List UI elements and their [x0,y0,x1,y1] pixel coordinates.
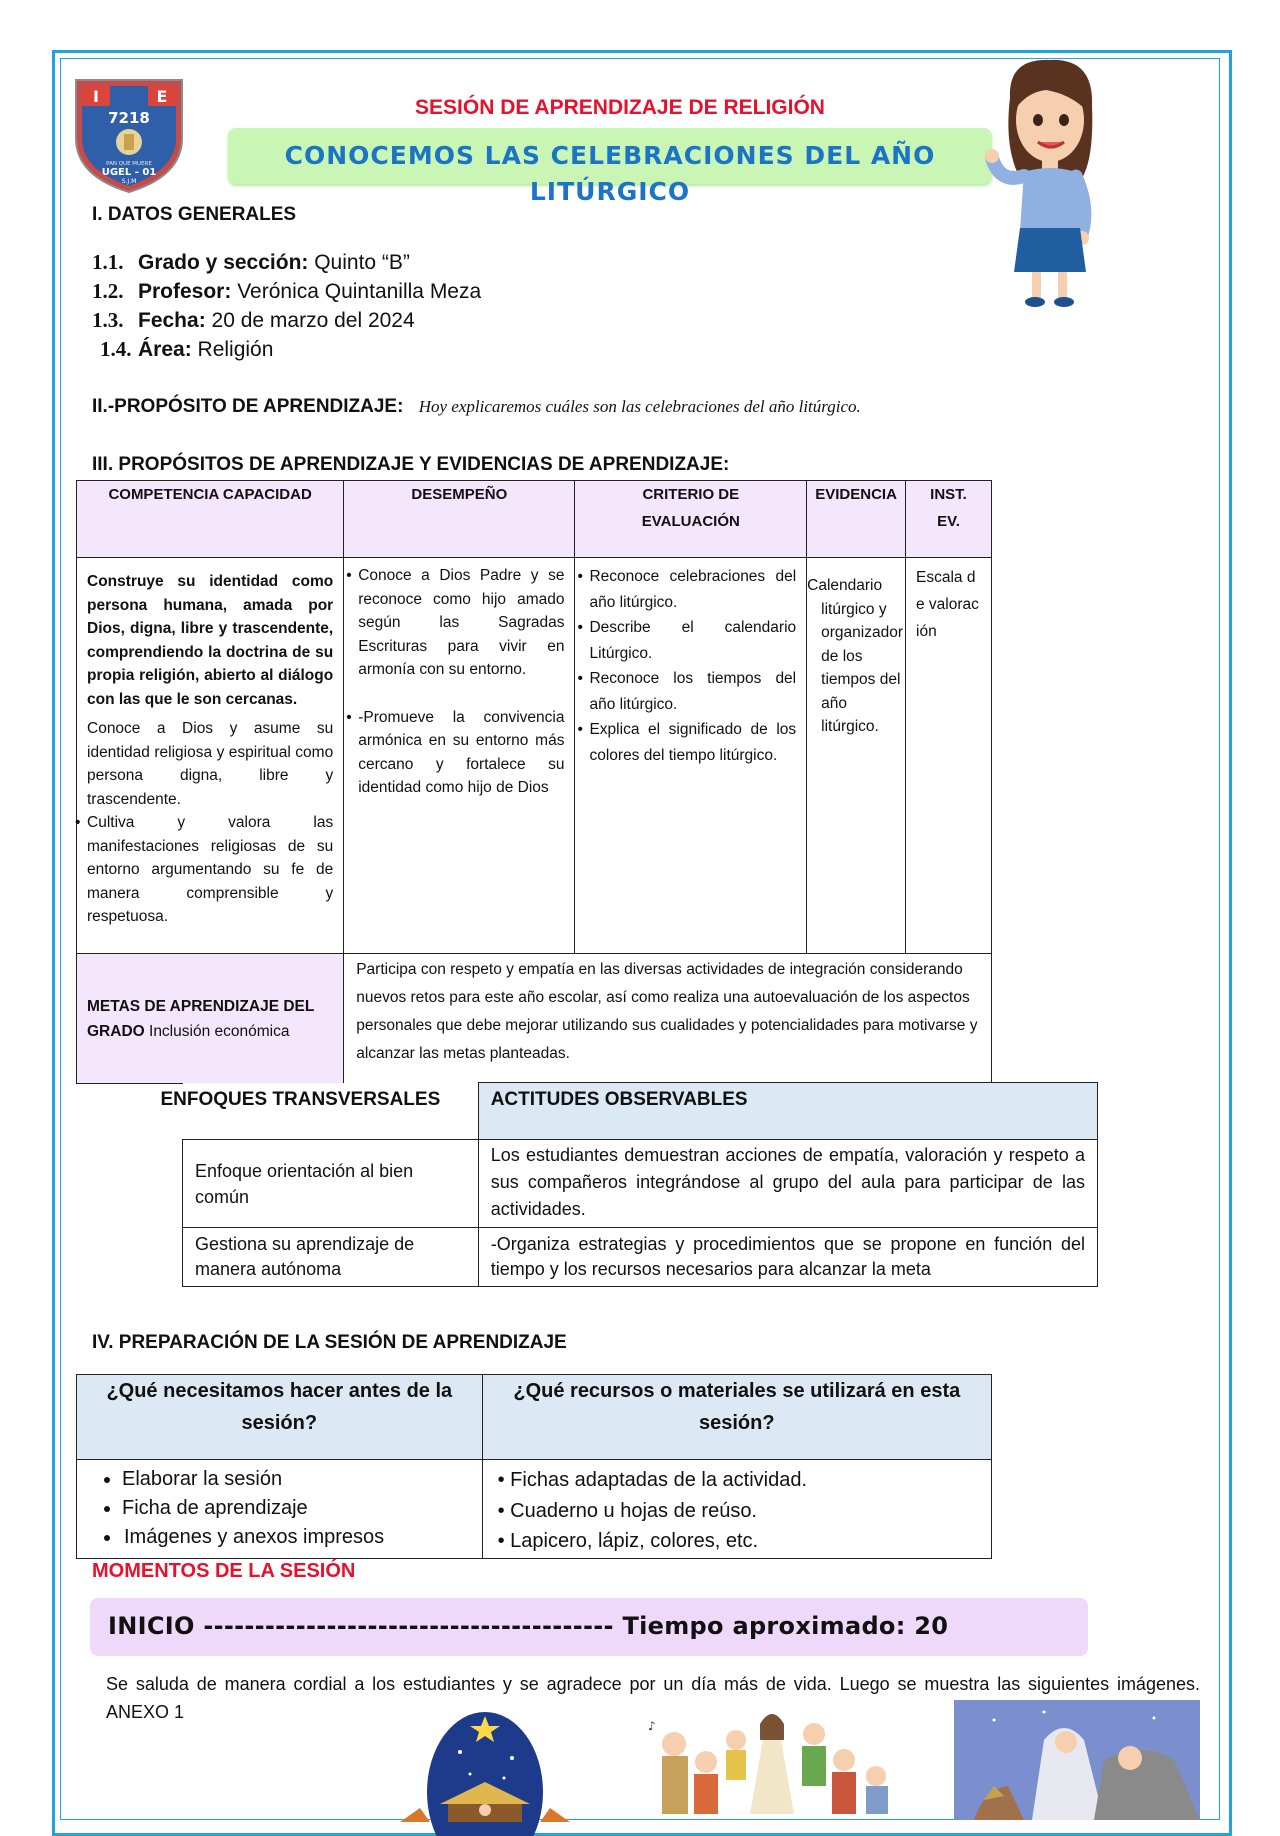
enfoque-actitud: -Organiza estrategias y procedimientos que se propone en función del tiempo y los recursos necesarios para alcanzar la meta [478,1228,1097,1287]
grade-row: 1.1. Grado y sección: Quinto “B” [92,250,410,274]
purpose-row [92,396,861,418]
evidence-heading: III. PROPÓSITOS DE APRENDIZAJE Y EVIDENCIAS DE APRENDIZAJE: [92,454,730,475]
desempeno-item: • -Promueve la convivencia armónica en su entorno más cercano y fortalece su identidad como hijo de Dios [346,706,564,800]
teacher-illustration [990,58,1106,318]
before-cell [77,1460,483,1559]
desempeno-item: • Conoce a Dios Padre y se reconoce como hijo amado según las Sagradas Escrituras para vivir en armonía con su entorno. [346,564,564,682]
inicio-bar [90,1598,1088,1656]
metas-text: Participa con respeto y empatía en las diversas actividades de integración considerando nuevos retos para este año escolar, así como realiza una autoevaluación de los aspectos personales que debe mejorar utilizando sus cualidades y potencialidades para motivarse y alcanzar las metas planteadas. [356,961,978,1062]
preparation-heading: IV. PREPARACIÓN DE LA SESIÓN DE APRENDIZAJE [92,1332,567,1353]
enfoques-col: ENFOQUES TRANSVERSALES [183,1083,479,1140]
svg-text:♪: ♪ [648,1719,656,1733]
enfoque-name: Gestiona su aprendizaje de manera autónoma [183,1228,479,1287]
metas-label-cell [77,954,344,1084]
col-evidencia: EVIDENCIA [807,481,906,558]
material-item: • Lapicero, lápiz, colores, etc. [497,1530,759,1552]
desempeno-cell [344,558,575,954]
criterio-item: • Describe el calendario Litúrgico. [577,615,796,666]
preparation-table [76,1374,992,1559]
session-title: SESIÓN DE APRENDIZAJE DE RELIGIÓN [415,96,825,119]
competencia-bold: Construye su identidad como persona humana, amada por Dios, digna, libre y trascendente, comprendiendo la doctrina de su propia religión, abierto al diálogo con las que le son cercanas. [87,573,334,708]
evidence-table-row [77,558,992,954]
before-item: • Elaborar la sesión [122,1465,481,1494]
enfoque-row [183,1140,1098,1228]
area-row: 1.4. Área: Religión [100,337,274,361]
nativity-image [400,1712,570,1811]
svg-text:E: E [156,87,168,106]
preparation-row [77,1460,992,1559]
date-row: 1.3. Fecha: 20 de marzo del 2024 [92,308,415,332]
evidence-table [76,480,992,1084]
materials-col: ¿Qué recursos o materiales se utilizará en esta sesión? [482,1375,991,1460]
col-criterio: CRITERIO DE EVALUACIÓN [575,481,807,558]
metas-text-cell [344,954,992,1084]
purpose-text: Hoy explicaremos cuáles son las celebraciones del año litúrgico. [418,397,861,416]
evidencia-text: Calendario litúrgico y organizador de los tiempos del año litúrgico. [807,577,903,735]
competencia-text: Conoce a Dios y asume su identidad religiosa y espiritual como persona digna, libre y trascendente. [87,720,334,808]
svg-text:UGEL - 01: UGEL - 01 [101,167,157,178]
metas-sub: Inclusión económica [144,1022,290,1040]
moments-title: MOMENTOS DE LA SESIÓN [92,1560,356,1582]
instrumento-text: Escala de valoración [916,569,979,640]
intro-paragraph: Se saluda de manera cordial a los estudiantes y se agradece por un día más de vida. Luego se muestra las siguientes imágenes. ANEXO 1 [106,1674,1200,1722]
svg-text:PAN QUE MUERE: PAN QUE MUERE [106,161,152,167]
criterio-item: • Reconoce celebraciones del año litúrgico. [577,564,796,615]
enfoque-row [183,1228,1098,1287]
svg-text:7218: 7218 [108,109,150,127]
enfoques-header [183,1083,1098,1140]
general-data-list [92,248,481,364]
enfoques-table [160,1082,1098,1287]
col-desempeno: DESEMPEÑO [344,481,575,558]
svg-text:I: I [93,87,99,106]
col-competencia: COMPETENCIA CAPACIDAD [77,481,344,558]
competencia-bullet: • Cultiva y valora las manifestaciones religiosas de su entorno argumentando su fe de manera comprensible y respetuosa. [75,811,333,929]
materials-cell [482,1460,991,1559]
criterio-cell [575,558,807,954]
before-item: • Imágenes y anexos impresos [122,1523,481,1552]
material-item: • Cuaderno u hojas de reúso. [497,1499,757,1522]
svg-text:S.J.M: S.J.M [121,178,137,185]
col-instrumento: INST. EV. [906,481,992,558]
enfoque-actitud: Los estudiantes demuestran acciones de empatía, valoración y respeto a sus compañeros integrándose al grupo del aula para participar de las actividades. [478,1140,1097,1228]
school-logo [70,76,188,194]
holy-family-image [954,1700,1200,1811]
evidencia-cell [807,558,906,954]
metas-row [77,954,992,1084]
inicio-label: INICIO ---------------------------------------- Tiempo aproximado: 20 [108,1612,949,1640]
criterio-item: • Reconoce los tiempos del año litúrgico. [577,666,796,717]
criterio-item: • Explica el significado de los colores del tiempo litúrgico. [577,717,796,768]
preparation-header [77,1375,992,1460]
banner-title: CONOCEMOS LAS CELEBRACIONES DEL AÑO LITÚRGICO [284,141,936,206]
general-data-heading: I. DATOS GENERALES [92,204,297,225]
before-col: ¿Qué necesitamos hacer antes de la sesión? [77,1375,483,1460]
enfoque-name: Enfoque orientación al bien común [183,1140,479,1228]
metas-label: METAS DE APRENDIZAJE DEL GRADO [87,997,315,1040]
competencia-cell [77,558,344,954]
title-banner [228,128,992,206]
actitudes-col: ACTITUDES OBSERVABLES [478,1083,1097,1140]
teacher-row: 1.2. Profesor: Verónica Quintanilla Meza [92,279,482,303]
purpose-heading: II.-PROPÓSITO DE APRENDIZAJE: [92,396,404,417]
evidence-table-header [77,481,992,558]
material-item: • Fichas adaptadas de la actividad. [497,1469,808,1491]
jesus-children-image [644,1704,898,1811]
instrumento-cell [906,558,992,954]
before-item: • Ficha de aprendizaje [122,1494,481,1523]
